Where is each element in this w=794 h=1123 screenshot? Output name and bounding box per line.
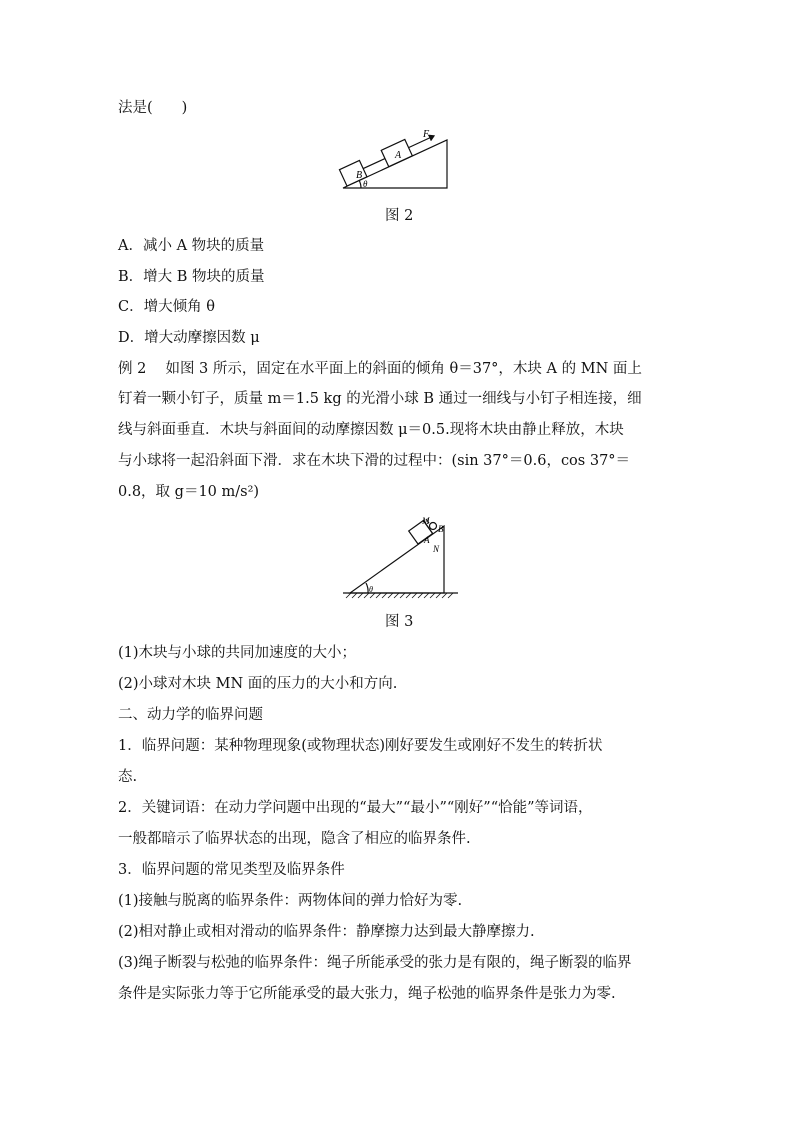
example-2-line-1: 例 2 如图 3 所示，固定在水平面上的斜面的倾角 θ＝37°，木块 A 的 MN 面上 — [118, 361, 642, 377]
label-a: A — [395, 150, 402, 161]
example-2-line-3: 线与斜面垂直．木块与斜面间的动摩擦因数 μ＝0.5.现将木块由静止释放，木块 — [118, 422, 624, 438]
section-2-line-3: 2．关键词语：在动力学问题中出现的“最大”“最小”“刚好”“恰能”等词语， — [118, 800, 593, 816]
question-stem-tail: 法是( ) — [118, 100, 188, 116]
example-2-line-5: 0.8，取 g＝10 m/s²) — [118, 484, 260, 500]
label-m: M — [422, 516, 430, 526]
option-d: D．增大动摩擦因数 μ — [118, 330, 260, 346]
label-theta: θ — [363, 179, 368, 189]
label-a: A — [424, 535, 430, 545]
section-2-line-7: (2)相对静止或相对滑动的临界条件：静摩擦力达到最大静摩擦力. — [118, 924, 535, 940]
figure-3-caption: 图 3 — [385, 614, 414, 630]
section-2-line-2: 态. — [118, 769, 138, 785]
option-a: A．减小 A 物块的质量 — [118, 238, 265, 254]
connector-line — [363, 159, 385, 169]
label-f: F — [423, 130, 430, 140]
question-2: (2)小球对木块 MN 面的压力的大小和方向. — [118, 676, 398, 692]
section-2-line-1: 1．临界问题：某种物理现象(或物理状态)刚好要发生或刚好不发生的转折状 — [118, 738, 603, 754]
label-b: B — [438, 524, 444, 534]
example-2-line-4: 与小球将一起沿斜面下滑．求在木块下滑的过程中：(sin 37°＝0.6，cos 37°＝ — [118, 453, 631, 469]
label-b: B — [356, 170, 363, 181]
question-1: (1)木块与小球的共同加速度的大小； — [118, 645, 357, 661]
figure-2-caption: 图 2 — [385, 208, 414, 224]
option-c: C．增大倾角 θ — [118, 299, 215, 315]
ball-b — [430, 523, 437, 530]
example-2-line-2: 钉着一颗小钉子，质量 m＝1.5 kg 的光滑小球 B 通过一细线与小钉子相连接，细 — [118, 391, 642, 407]
figure-2-incline-diagram — [335, 130, 460, 192]
angle-arc — [366, 583, 368, 593]
angle-arc — [359, 180, 361, 188]
section-2-line-5: 3．临界问题的常见类型及临界条件 — [118, 862, 345, 878]
section-2-line-8: (3)绳子断裂与松弛的临界条件：绳子所能承受的张力是有限的，绳子断裂的临界 — [118, 955, 632, 971]
option-b: B．增大 B 物块的质量 — [118, 269, 265, 285]
figure-3-incline-diagram — [338, 510, 463, 606]
section-2-heading: 二、动力学的临界问题 — [118, 707, 263, 723]
section-2-line-6: (1)接触与脱离的临界条件：两物体间的弹力恰好为零. — [118, 893, 463, 909]
label-n: N — [433, 544, 440, 554]
label-theta: θ — [369, 585, 373, 594]
section-2-line-4: 一般都暗示了临界状态的出现，隐含了相应的临界条件. — [118, 831, 471, 847]
section-2-line-9: 条件是实际张力等于它所能承受的最大张力，绳子松弛的临界条件是张力为零. — [118, 986, 616, 1002]
